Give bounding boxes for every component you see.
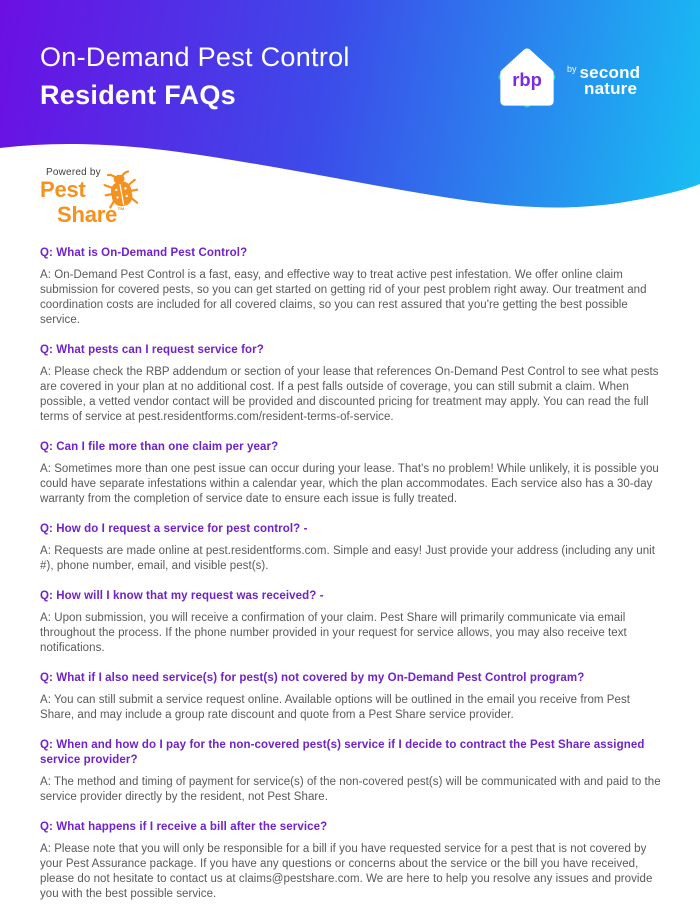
second-nature-wordmark xyxy=(567,61,640,96)
faq-question: Q: How will I know that my request was received? - xyxy=(40,590,324,602)
faq-answer: A: Upon submission, you will receive a confirmation of your claim. Pest Share will primarily communicate via email throughout the process. If the phone number provided in your request for service allows, you may also receive text notifications. xyxy=(40,612,627,654)
byline-nature: nature xyxy=(584,78,638,98)
faq-answer: A: Requests are made online at pest.residentforms.com. Simple and easy! Just provide your address (including any unit #), phone number, email, and visible pest(s). xyxy=(40,545,656,572)
faq-item xyxy=(40,343,664,425)
pest-wordmark: Pest xyxy=(40,177,86,202)
faq-answer: A: On-Demand Pest Control is a fast, easy, and effective way to treat active pest infestation. We offer online claim submission for covered pests, so you can get started on getting rid of your pest problem right away. Our treatment and coordination costs are included for all covered claims, so you can rest assured that you're getting the best possible service. xyxy=(40,269,647,326)
byline-by: by xyxy=(567,63,577,74)
faq-question: Q: What pests can I request service for? xyxy=(40,344,264,356)
faq-question: Q: When and how do I pay for the non-covered pest(s) service if I decide to contract the Pest Share assigned service provider? xyxy=(40,739,645,766)
faq-answer: A: Please check the RBP addendum or section of your lease that references On-Demand Pest Control to see what pests are covered in your plan at no additional cost. If a pest falls outside of coverage, you can still submit a claim. When possible, a vetted vendor contact will be provided and discounted pricing for treatment may apply. You can read the full terms of service at pest.residentforms.com/resident-terms-of-service. xyxy=(40,366,659,423)
rbp-brand-cluster xyxy=(496,46,640,110)
faq-item xyxy=(40,522,664,574)
powered-by-label: Powered by xyxy=(46,167,101,178)
faq-answer: A: Please note that you will only be responsible for a bill if you have requested service for a pest that is not covered by your Pest Assurance package. If you have any questions or concerns about the service or the bill you have received, please do not hesitate to contact us at claims@pestshare.com. We are here to help you resolve any issues and provide you with the best possible service. xyxy=(40,843,653,900)
page-title xyxy=(40,38,350,114)
faq-answer: A: The method and timing of payment for service(s) of the non-covered pest(s) will be communicated with and paid to the service provider directly by the resident, not Pest Share. xyxy=(40,776,661,803)
pest-share-logo xyxy=(40,167,170,231)
trademark-symbol: ™ xyxy=(117,206,125,215)
share-text: Share xyxy=(57,202,118,227)
title-line-2: Resident FAQs xyxy=(40,80,236,110)
faq-item xyxy=(40,589,664,656)
rbp-logo-text: rbp xyxy=(512,68,542,90)
faq-list xyxy=(40,246,664,906)
faq-question: Q: What is On-Demand Pest Control? xyxy=(40,247,248,259)
faq-item xyxy=(40,738,664,805)
byline-second: second xyxy=(579,62,641,82)
faq-question: Q: How do I request a service for pest control? - xyxy=(40,523,308,535)
faq-item xyxy=(40,820,664,902)
rbp-logo-icon xyxy=(496,46,558,110)
faq-question: Q: What if I also need service(s) for pest(s) not covered by my On-Demand Pest Control program? xyxy=(40,672,585,684)
faq-question: Q: Can I file more than one claim per year? xyxy=(40,441,279,453)
bug-icon xyxy=(100,165,141,214)
faq-question: Q: What happens if I receive a bill after the service? xyxy=(40,821,328,833)
faq-item xyxy=(40,671,664,723)
faq-item xyxy=(40,246,664,328)
title-line-1: On-Demand Pest Control xyxy=(40,42,350,72)
faq-answer: A: You can still submit a service request online. Available options will be outlined in the email you receive from Pest Share, and may include a group rate discount and quote from a Pest Share service provider. xyxy=(40,694,631,721)
faq-item xyxy=(40,440,664,507)
faq-answer: A: Sometimes more than one pest issue can occur during your lease. That's no problem! While unlikely, it is possible you could have separate infestations within a calendar year, which the plan accommodates. Each service also has a 30-day warranty from the completion of service date to ensure each issue is fully treated. xyxy=(40,463,659,505)
